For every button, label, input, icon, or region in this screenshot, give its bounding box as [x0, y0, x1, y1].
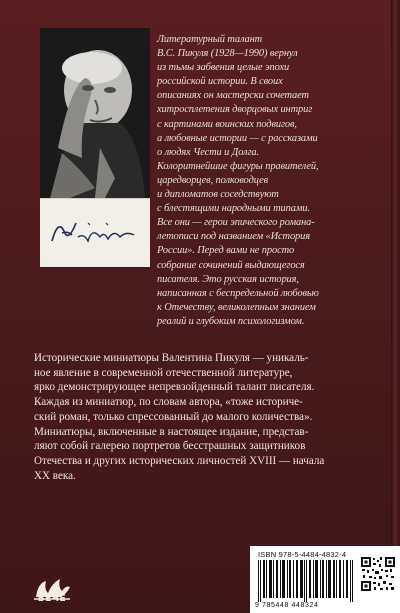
- bio-line: Литературный талант: [157, 34, 263, 45]
- description-text: [34, 351, 370, 483]
- bio-line: собрание сочинений выдающегося: [157, 259, 305, 271]
- bio-line: с картинами воинских подвигов,: [157, 118, 297, 130]
- bio-line: описаниях он мастерски сочетает: [157, 90, 309, 102]
- bio-line: Все они — герои эпического романа-: [157, 217, 315, 229]
- bio-line: летописи под названием «История: [157, 231, 310, 243]
- barcode-panel: [250, 546, 400, 613]
- publisher-name: ВЕЧЕ: [37, 594, 67, 604]
- bio-line: хитросплетения дворцовых интриг: [157, 104, 313, 116]
- barcode-icon: [256, 560, 356, 602]
- bio-line: российской истории. В своих: [157, 76, 283, 88]
- bio-line: России». Перед вами не просто: [157, 245, 295, 257]
- bio-line: с блестящими народными типами.: [157, 203, 310, 215]
- description-line: XX века.: [34, 469, 76, 482]
- bio-line: писателя. Это русская история,: [157, 273, 299, 285]
- bio-line: о людях Чести и Долга.: [157, 146, 260, 158]
- spine-edge: [391, 0, 400, 613]
- description-line: ский роман, только спрессованный до малого количества».: [34, 410, 313, 423]
- bio-line: царедворцев, полководцев: [157, 174, 269, 186]
- description-line: ное явление в современной отечественной литературе,: [34, 366, 293, 379]
- author-portrait: [40, 28, 150, 198]
- description-line: Каждая из миниатюр, по словам автора, «тоже историче-: [34, 396, 303, 409]
- bio-line: к Отечеству, великолепным знанием: [157, 301, 316, 313]
- description-line: Миниатюры, включенные в настоящее издание, представ-: [34, 425, 309, 438]
- description-line: ляют собой галерею портретов бесстрашных защитников: [34, 440, 306, 453]
- description-line: Исторические миниатюры Валентина Пикуля — уникаль-: [34, 352, 309, 364]
- bio-line: реалий и глубоким психологизмом.: [157, 315, 305, 327]
- bio-line: В.С. Пикуля (1928—1990) вернул: [157, 48, 298, 60]
- bio-line: Колоритнейшие фигуры правителей,: [157, 160, 319, 172]
- bio-text: [157, 33, 372, 329]
- barcode-digits: 9 785448 448324: [255, 602, 319, 609]
- bio-line: из тьмы забвения целые эпохи: [157, 62, 290, 74]
- qr-code-icon: [361, 557, 395, 591]
- author-signature: [40, 198, 150, 267]
- description-line: Отечества и других исторических личностей XVIII — начала: [34, 454, 325, 467]
- bio-line: и дипломатов соседствуют: [157, 189, 279, 201]
- isbn-label: ISBN 978-5-4484-4832-4: [258, 550, 347, 559]
- bio-line: написанная с беспредельной любовью: [157, 287, 319, 299]
- bio-line: а любовные истории — с рассказами: [157, 132, 318, 144]
- description-line: ярко демонстрирующее непревзойденный талант писателя.: [34, 381, 315, 394]
